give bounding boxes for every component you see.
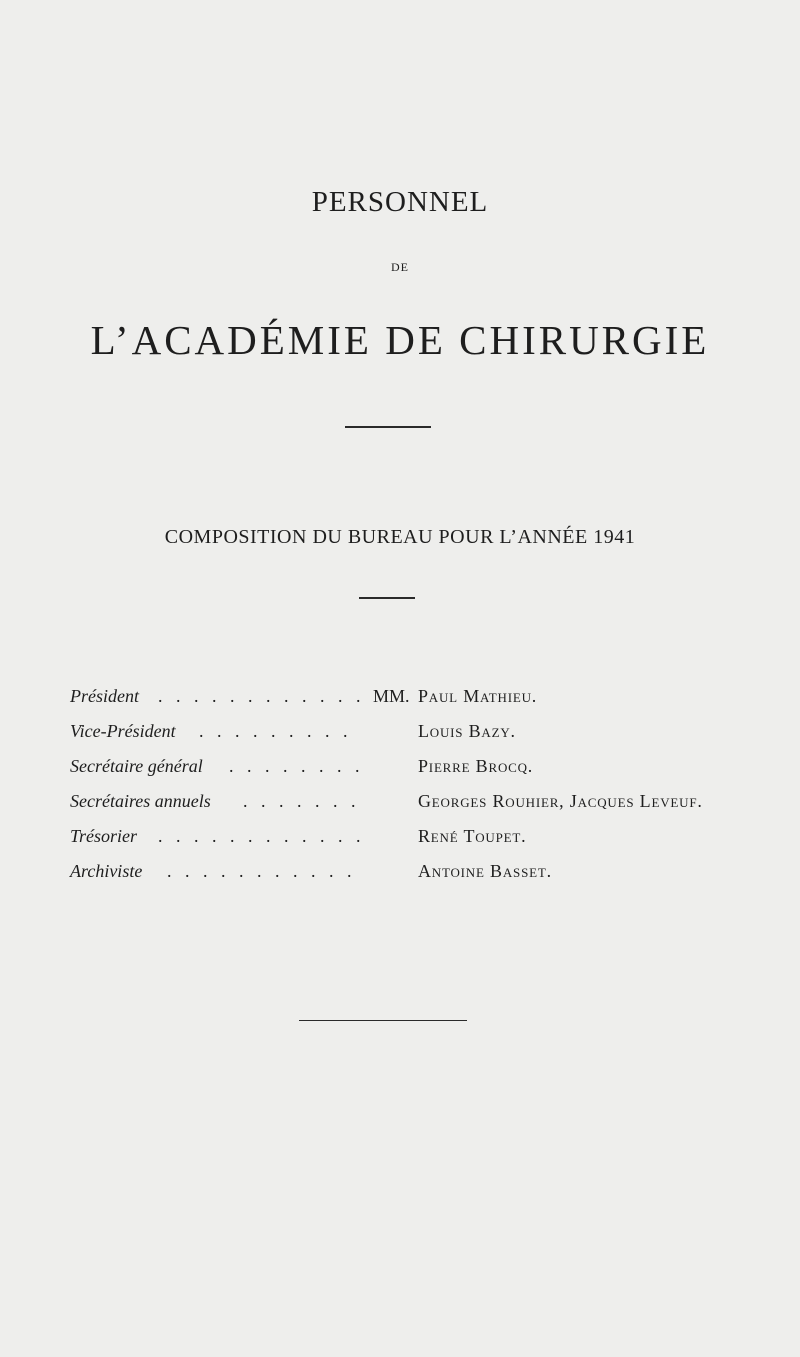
dot-leader: . . . . . . . . . . . . xyxy=(158,686,365,706)
roster-row-secretaires-annuels xyxy=(0,791,800,817)
member-name: Paul Mathieu. xyxy=(418,686,538,706)
member-name: René Toupet. xyxy=(418,826,527,846)
roster-row-secretaire-general xyxy=(0,756,800,782)
dot-leader: . . . . . . . . . xyxy=(199,721,352,741)
dot-leader: . . . . . . . . . . . . xyxy=(158,826,365,846)
role-label: Archiviste xyxy=(70,861,143,881)
member-name: Louis Bazy. xyxy=(418,721,516,741)
mm-label: MM. xyxy=(373,686,410,706)
dot-leader: . . . . . . . . xyxy=(229,756,364,776)
roster-row-president xyxy=(0,686,800,712)
heading-academy: L’ACADÉMIE DE CHIRURGIE xyxy=(90,317,710,363)
member-name: Pierre Brocq. xyxy=(418,756,534,776)
dot-leader: . . . . . . . . . . . xyxy=(167,861,356,881)
roster-row-archiviste xyxy=(0,861,800,887)
heading-composition: COMPOSITION DU BUREAU POUR L’ANNÉE 1941 xyxy=(164,526,636,548)
divider-rule xyxy=(345,426,431,428)
dot-leader: . . . . . . . xyxy=(243,791,360,811)
role-label: Secrétaire général xyxy=(70,756,203,776)
role-label: Trésorier xyxy=(70,826,138,846)
role-label: Vice-Président xyxy=(70,721,176,741)
divider-rule xyxy=(359,597,415,599)
heading-de: DE xyxy=(391,260,409,274)
role-label: Président xyxy=(70,686,139,706)
heading-personnel: PERSONNEL xyxy=(311,186,489,218)
roster-row-vice-president xyxy=(0,721,800,747)
member-name: Georges Rouhier, Jacques Leveuf. xyxy=(418,791,703,811)
roster-row-tresorier xyxy=(0,826,800,852)
member-name: Antoine Basset. xyxy=(418,861,552,881)
divider-rule xyxy=(299,1020,467,1021)
role-label: Secrétaires annuels xyxy=(70,791,211,811)
